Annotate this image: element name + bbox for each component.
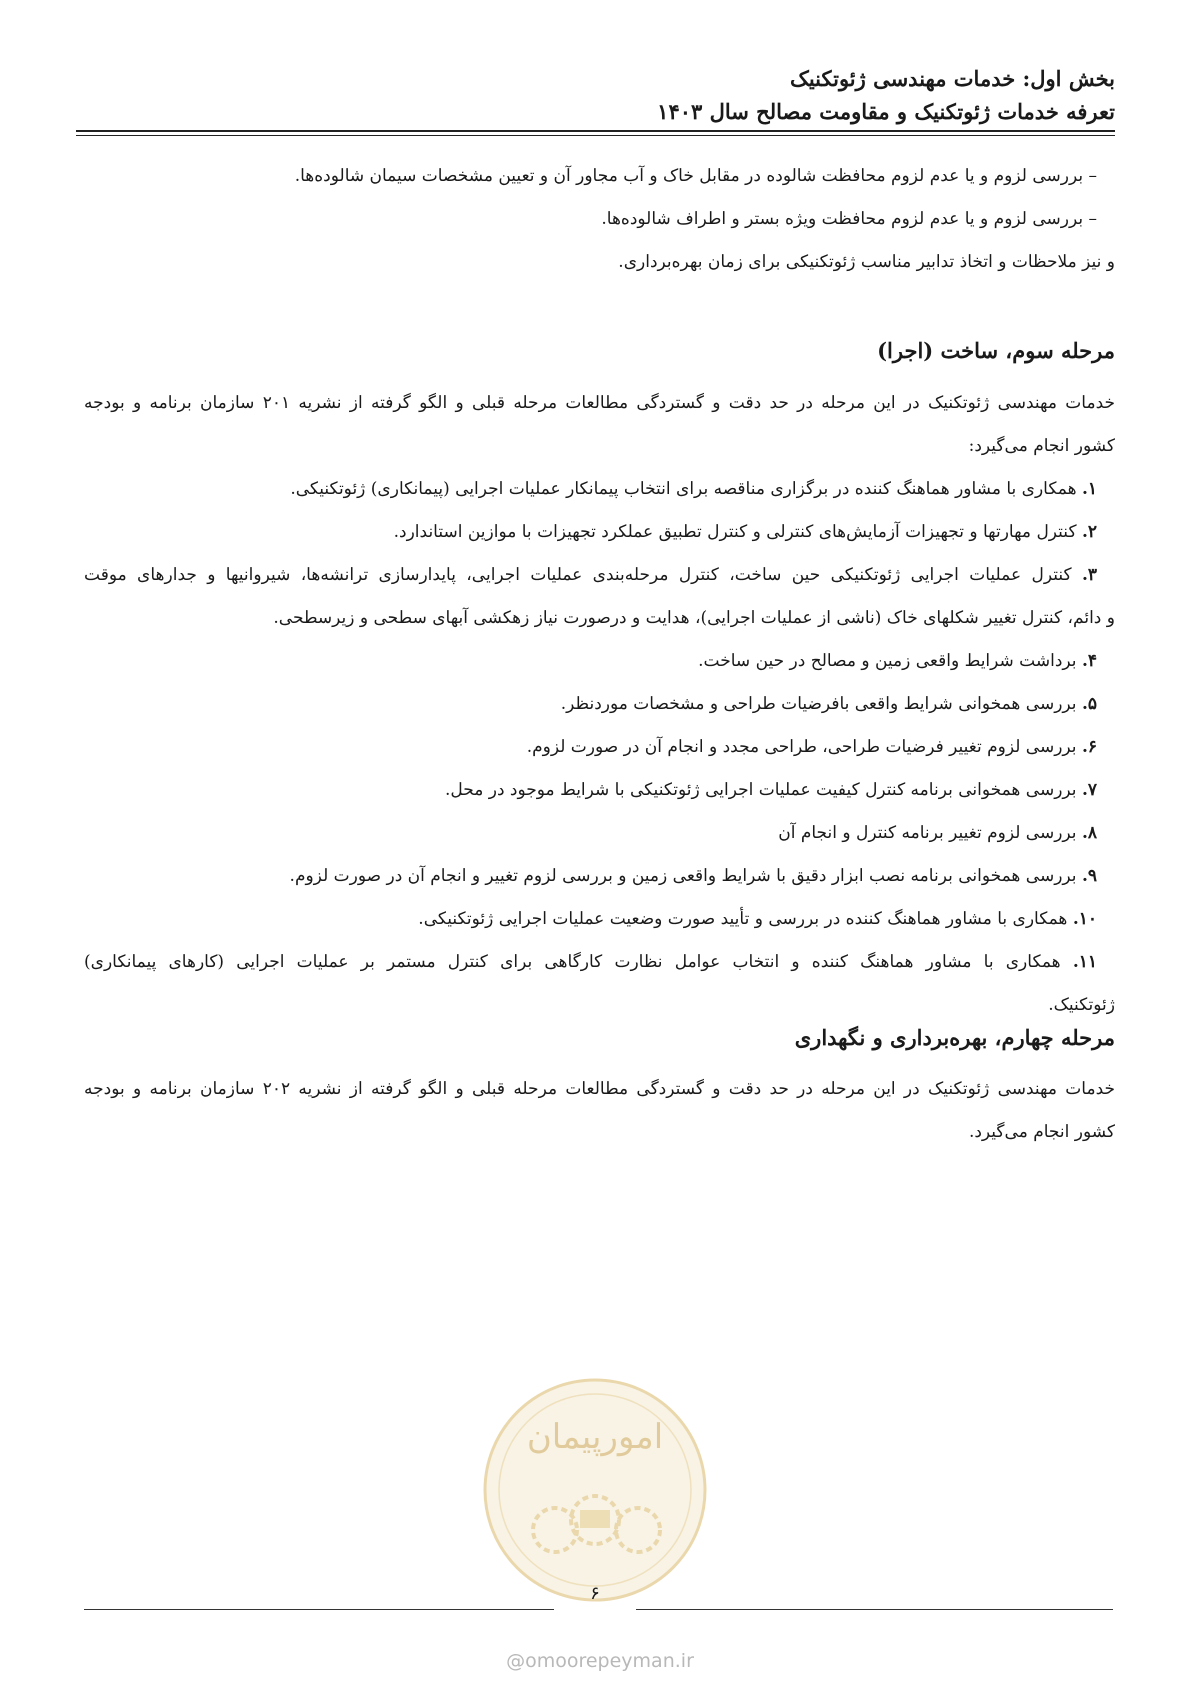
list-item-number: ۱۰. (1072, 909, 1097, 929)
list-item-number: ۷. (1081, 780, 1097, 800)
section3-paragraph-line: کشور انجام می‌گیرد: (968, 436, 1115, 456)
list-item-continuation: ژئوتکنیک. (1048, 995, 1115, 1015)
header-rule-thick (76, 130, 1115, 132)
intro-closing-line: و نیز ملاحظات و اتخاذ تدابیر مناسب ژئوتکنیکی برای زمان بهره‌برداری. (618, 252, 1115, 272)
list-item (84, 726, 1115, 769)
header-rule-thin (76, 135, 1115, 136)
list-item-text: برداشت شرایط واقعی زمین و مصالح در حین ساخت. (698, 651, 1077, 671)
section4-paragraph-line: خدمات مهندسی ژئوتکنیک در این مرحله در حد دقت و گستردگی مطالعات مرحله قبلی و الگو گرفته از نشریه ۲۰۲ سازمان برنامه و بودجه (84, 1079, 1115, 1099)
list-item-number: ۱۱. (1072, 952, 1097, 972)
section3-paragraph-line: خدمات مهندسی ژئوتکنیک در این مرحله در حد دقت و گستردگی مطالعات مرحله قبلی و الگو گرفته از نشریه ۲۰۱ سازمان برنامه و بودجه (84, 393, 1115, 413)
list-item-text: همکاری با مشاور هماهنگ کننده در بررسی و تأیید صورت وضعیت عملیات اجرایی ژئوتکنیکی. (418, 909, 1068, 929)
list-item (84, 855, 1115, 898)
list-item-text: بررسی همخوانی برنامه کنترل کیفیت عملیات اجرایی ژئوتکنیکی با شرایط موجود در محل. (444, 780, 1077, 800)
list-item-number: ۶. (1081, 737, 1097, 757)
watermark-text: امورپیمان (526, 1417, 664, 1457)
list-item-number: ۲. (1081, 522, 1097, 542)
list-item-number: ۴. (1081, 651, 1097, 671)
list-item (84, 511, 1115, 554)
section3-body (84, 382, 1115, 1027)
footer-rule-left (84, 1609, 554, 1610)
intro-bullet: – بررسی لزوم و یا عدم لزوم محافظت شالوده در مقابل خاک و آب مجاور آن و تعیین مشخصات سیمان شالوده‌ها. (294, 166, 1097, 186)
watermark-logo (480, 1370, 710, 1610)
page-number: ۶ (590, 1583, 600, 1604)
page-header (75, 62, 1115, 128)
intro-bullets (84, 155, 1115, 284)
list-item (84, 640, 1115, 683)
list-item (84, 812, 1115, 855)
intro-bullet: – بررسی لزوم و یا عدم لزوم محافظت ویژه بستر و اطراف شالوده‌ها. (601, 209, 1097, 229)
list-item (84, 941, 1115, 984)
list-item-number: ۹. (1081, 866, 1097, 886)
watermark-site: @omoorepeyman.ir (506, 1650, 694, 1672)
section4-body (84, 1068, 1115, 1154)
list-item (84, 683, 1115, 726)
header-section-title: بخش اول: خدمات مهندسی ژئوتکنیک (790, 66, 1115, 91)
section4-paragraph-line: کشور انجام می‌گیرد. (968, 1122, 1115, 1142)
list-item-number: ۵. (1081, 694, 1097, 714)
list-item (84, 468, 1115, 511)
header-document-title: تعرفه خدمات ژئوتکنیک و مقاومت مصالح سال ۱۴۰۳ (657, 99, 1115, 124)
list-item-number: ۸. (1081, 823, 1097, 843)
list-item-text: کنترل مهارتها و تجهیزات آزمایش‌های کنترلی و کنترل تطبیق عملکرد تجهیزات با موازین استاندارد. (393, 522, 1077, 542)
list-item-continuation: و دائم، کنترل تغییر شکلهای خاک (ناشی از عملیات اجرایی)، هدایت و درصورت نیاز زهکشی آبهای سطحی و زیرسطحی. (273, 608, 1115, 628)
list-item-number: ۱. (1081, 479, 1097, 499)
list-item-text: بررسی همخوانی برنامه نصب ابزار دقیق با شرایط واقعی زمین و بررسی لزوم تغییر و انجام آن در صورت لزوم. (289, 866, 1077, 886)
footer-rule-right (636, 1609, 1113, 1610)
section3-heading: مرحله سوم، ساخت (اجرا) (877, 338, 1115, 363)
list-item (84, 769, 1115, 812)
list-item (84, 898, 1115, 941)
list-item-text: همکاری با مشاور هماهنگ کننده و انتخاب عوامل نظارت کارگاهی برای کنترل مستمر بر عملیات اجرایی (کارهای پیمانکاری) (84, 952, 1061, 972)
list-item-text: بررسی لزوم تغییر فرضیات طراحی، طراحی مجدد و انجام آن در صورت لزوم. (526, 737, 1077, 757)
list-item-number: ۳. (1081, 565, 1098, 585)
list-item-text: کنترل عملیات اجرایی ژئوتکنیکی حین ساخت، کنترل مرحله‌بندی عملیات اجرایی، پایدارسازی ترانشه‌ها، شیروانیها و جدارهای موقت (84, 565, 1072, 585)
list-item-text: بررسی لزوم تغییر برنامه کنترل و انجام آن (778, 823, 1077, 843)
list-item-text: همکاری با مشاور هماهنگ کننده در برگزاری مناقصه برای انتخاب پیمانکار عملیات اجرایی (پیمانکاری) ژئوتکنیکی. (290, 479, 1077, 499)
section4-heading: مرحله چهارم، بهره‌برداری و نگهداری (794, 1025, 1115, 1050)
list-item-text: بررسی همخوانی شرایط واقعی بافرضیات طراحی و مشخصات موردنظر. (560, 694, 1077, 714)
list-item (84, 554, 1115, 597)
